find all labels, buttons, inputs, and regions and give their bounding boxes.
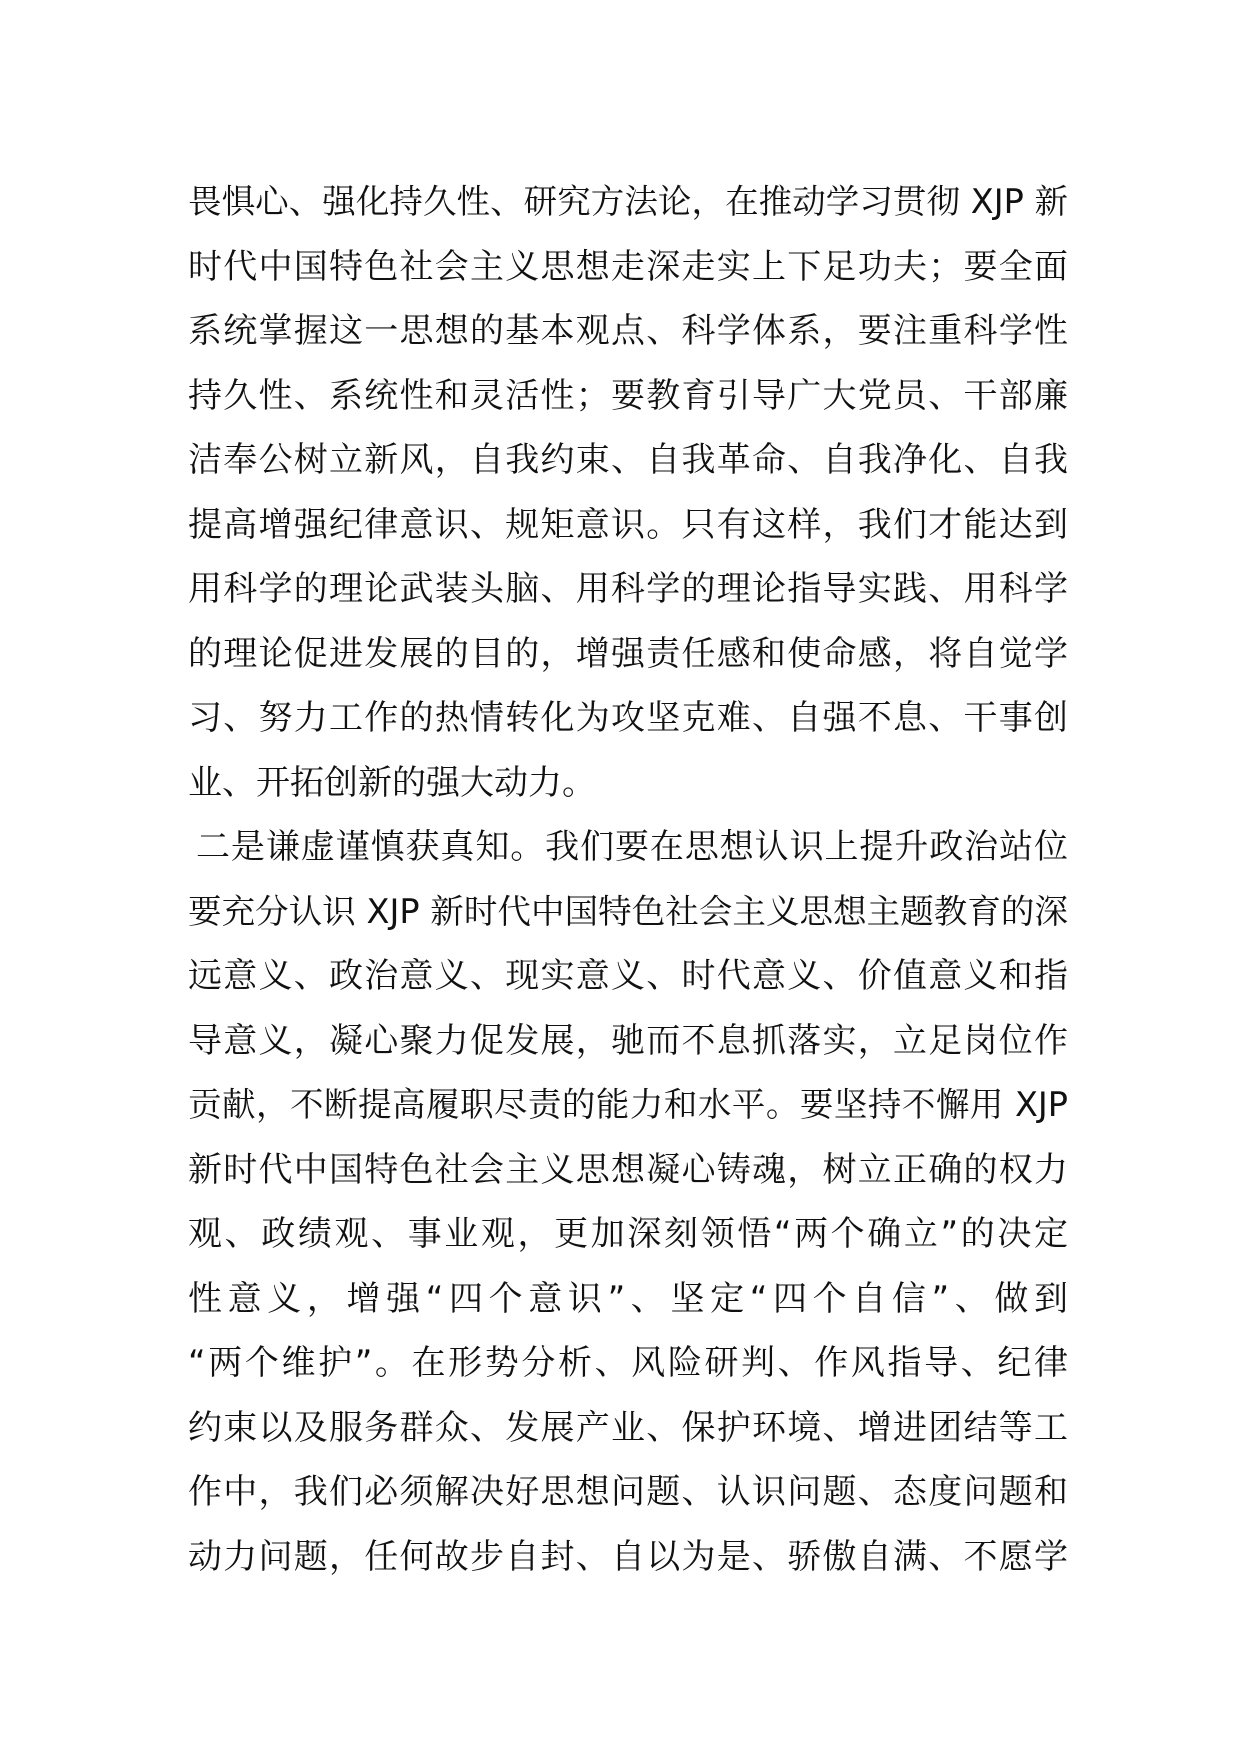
text-line: 业、开拓创新的强大动力。 [188, 762, 596, 803]
text-line: 洁奉公树立新风，自我约束、自我革命、自我净化、自我 [188, 440, 1068, 480]
text-line: 持久性、系统性和灵活性；要教育引导广大党员、干部廉 [188, 375, 1068, 416]
text-line: 畏惧心、强化持久性、研究方法论，在推动学习贯彻 XJP 新 [188, 182, 1068, 221]
text-line: 远意义、政治意义、现实意义、时代意义、价值意义和指 [188, 956, 1068, 996]
text-line: 性意义，增强“四个意识”、坚定“四个自信”、做到 [188, 1278, 1068, 1319]
body-text [188, 170, 1068, 1589]
text-line: 的理论促进发展的目的，增强责任感和使命感，将自觉学 [188, 633, 1068, 674]
text-line: 提高增强纪律意识、规矩意识。只有这样，我们才能达到 [188, 504, 1068, 545]
text-line: 用科学的理论武装头脑、用科学的理论指导实践、用科学 [188, 569, 1068, 609]
text-line: 系统掌握这一思想的基本观点、科学体系，要注重科学性 [188, 311, 1068, 351]
text-line: “两个维护”。在形势分析、风险研判、作风指导、纪律 [188, 1343, 1068, 1383]
text-line: 作中，我们必须解决好思想问题、认识问题、态度问题和 [188, 1472, 1068, 1512]
text-line: 要充分认识 XJP 新时代中国特色社会主义思想主题教育的深 [188, 891, 1068, 931]
text-line: 贡献，不断提高履职尽责的能力和水平。要坚持不懈用 XJP [188, 1085, 1068, 1124]
text-line: 时代中国特色社会主义思想走深走实上下足功夫；要全面 [188, 246, 1068, 287]
text-line: 观、政绩观、事业观，更加深刻领悟“两个确立”的决定 [188, 1214, 1068, 1254]
text-line: 约束以及服务群众、发展产业、保护环境、增进团结等工 [188, 1407, 1068, 1448]
text-line: 导意义，凝心聚力促发展，驰而不息抓落实，立足岗位作 [188, 1020, 1068, 1061]
paragraph-heading-line: 二是谦虚谨慎获真知。我们要在思想认识上提升政治站位 [196, 827, 1068, 867]
text-line: 动力问题，任何故步自封、自以为是、骄傲自满、不愿学 [188, 1536, 1068, 1577]
text-line: 习、努力工作的热情转化为攻坚克难、自强不息、干事创 [188, 698, 1068, 738]
text-line: 新时代中国特色社会主义思想凝心铸魂，树立正确的权力 [188, 1149, 1068, 1190]
